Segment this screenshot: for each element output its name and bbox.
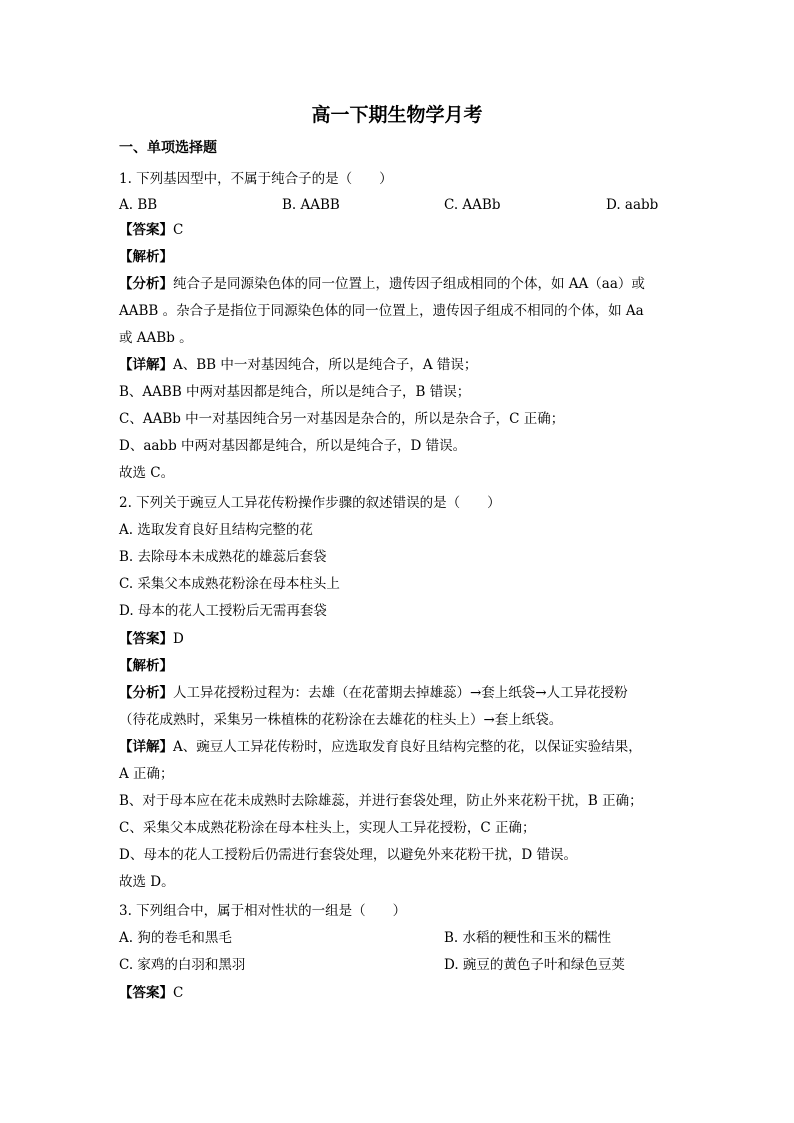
answer-value: D	[173, 631, 184, 647]
q3-answer	[119, 984, 183, 1002]
section-heading: 一、单项选择题	[119, 140, 217, 156]
q1-option-b: B. AABB	[282, 197, 340, 213]
q1-analysis-header: 【解析】	[119, 249, 173, 265]
answer-tag: 【答案】	[119, 222, 173, 238]
q3-stem: 3. 下列组合中，属于相对性状的一组是（ ）	[119, 903, 407, 919]
q1-detail-line: B、AABB 中两对基因都是纯合，所以是纯合子，B 错误；	[119, 384, 471, 400]
q3-option-a: A. 狗的卷毛和黑毛	[119, 930, 232, 946]
q3-option-d: D. 豌豆的黄色子叶和绿色豆荚	[444, 957, 625, 973]
analysis-tag: 【分析】	[119, 685, 173, 701]
q2-option-a: A. 选取发育良好且结构完整的花	[119, 522, 313, 538]
q2-conclusion: 故选 D。	[119, 874, 175, 890]
q1-option-d: D. aabb	[606, 197, 659, 213]
q2-analysis-line	[119, 684, 628, 702]
q2-option-d: D. 母本的花人工授粉后无需再套袋	[119, 603, 327, 619]
q2-option-b: B. 去除母本未成熟花的雄蕊后套袋	[119, 549, 327, 565]
q2-analysis-line: （待花成熟时，采集另一株植株的花粉涂在去雄花的柱头上）→套上纸袋。	[119, 712, 563, 728]
q2-stem: 2. 下列关于豌豆人工异花传粉操作步骤的叙述错误的是（ ）	[119, 495, 501, 511]
q1-analysis-line	[119, 275, 645, 293]
q1-detail-line	[119, 356, 477, 374]
answer-value: C	[173, 985, 184, 1001]
q2-option-c: C. 采集父本成熟花粉涂在母本柱头上	[119, 576, 340, 592]
q2-detail-line: A 正确；	[119, 766, 174, 782]
q1-detail-line: D、aabb 中两对基因都是纯合，所以是纯合子，D 错误。	[119, 438, 467, 454]
detail-text: A、豌豆人工异花传粉时，应选取发育良好且结构完整的花，以保证实验结果，	[173, 739, 642, 755]
q1-answer	[119, 221, 183, 239]
detail-text: A、BB 中一对基因纯合，所以是纯合子，A 错误；	[173, 357, 478, 373]
detail-tag: 【详解】	[119, 739, 173, 755]
q1-option-c: C. AABb	[444, 197, 501, 213]
q3-option-c: C. 家鸡的白羽和黑羽	[119, 957, 246, 973]
answer-tag: 【答案】	[119, 631, 173, 647]
q2-analysis-header: 【解析】	[119, 658, 173, 674]
q1-detail-line: C、AABb 中一对基因纯合另一对基因是杂合的，所以是杂合子，C 正确；	[119, 411, 565, 427]
q1-option-a: A. BB	[119, 197, 158, 213]
q2-detail-line: C、采集父本成熟花粉涂在母本柱头上，实现人工异花授粉，C 正确；	[119, 820, 536, 836]
q1-stem: 1. 下列基因型中，不属于纯合子的是（ ）	[119, 171, 393, 187]
q1-analysis-line: 或 AABb 。	[119, 330, 193, 346]
page-title: 高一下期生物学月考	[311, 104, 483, 126]
q2-detail-line: B、对于母本应在花未成熟时去除雄蕊，并进行套袋处理，防止外来花粉干扰，B 正确；	[119, 793, 643, 809]
q2-answer	[119, 630, 184, 648]
analysis-text: 人工异花授粉过程为：去雄（在花蕾期去掉雄蕊）→套上纸袋→人工异花授粉	[173, 685, 628, 701]
answer-tag: 【答案】	[119, 985, 173, 1001]
q2-detail-line	[119, 738, 642, 756]
detail-tag: 【详解】	[119, 357, 173, 373]
analysis-text: 纯合子是同源染色体的同一位置上，遗传因子组成相同的个体，如 AA（aa）或	[173, 276, 645, 292]
q1-conclusion: 故选 C。	[119, 465, 175, 481]
answer-value: C	[173, 222, 184, 238]
analysis-tag: 【分析】	[119, 276, 173, 292]
q3-option-b: B. 水稻的粳性和玉米的糯性	[444, 930, 612, 946]
q2-detail-line: D、母本的花人工授粉后仍需进行套袋处理，以避免外来花粉干扰，D 错误。	[119, 847, 577, 863]
q1-analysis-line: AABB 。杂合子是指位于同源染色体的同一位置上，遗传因子组成不相同的个体，如 Aa	[119, 303, 644, 319]
